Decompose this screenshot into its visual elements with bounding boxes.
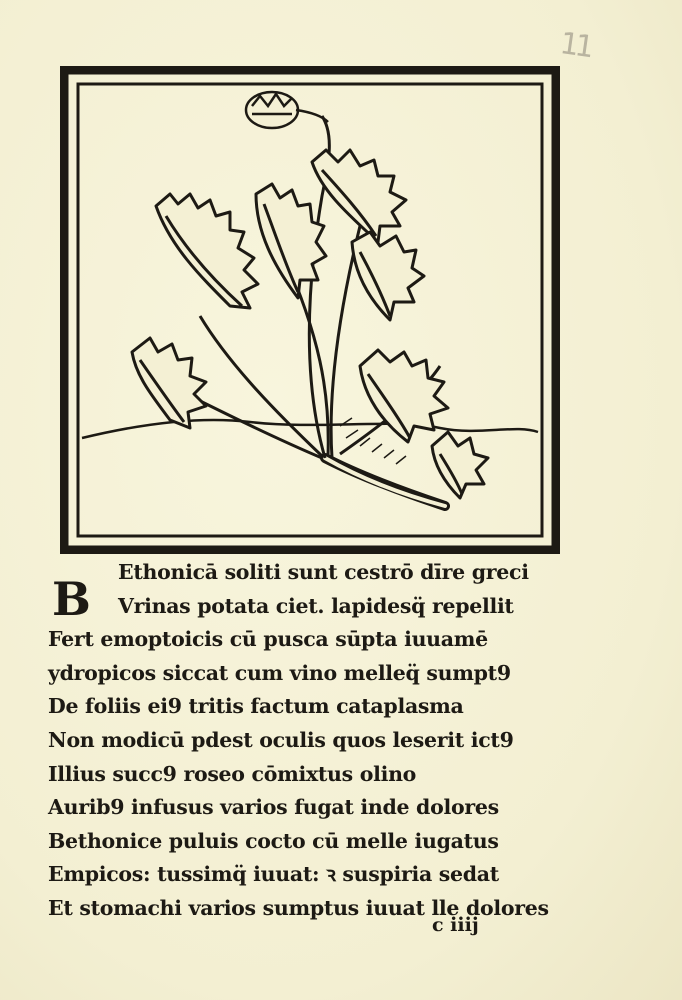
verse-text: [48, 556, 568, 926]
verse-line-9: Bethonice puluis cocto cū melle iugatus: [48, 828, 499, 853]
verse-line-2: Vrinas potata ciet. lapidesq̈ repellit: [118, 593, 514, 618]
folio-number: 11: [557, 26, 593, 65]
betony-plant-illustration: [60, 66, 560, 554]
verse-line-8: Aurib9 infusus varios fugat inde dolores: [48, 795, 499, 820]
verse-line-7: Illius succ9 roseo cōmixtus olino: [48, 761, 417, 786]
verse-line-3: Fert emoptoicis cū pusca sūpta iuuamē: [48, 627, 488, 652]
verse-line-5: De foliis ei9 tritis factum cataplasma: [48, 694, 464, 719]
verse-line-6: Non modicū pdest oculis quos leserit ict9: [48, 727, 514, 752]
verse-line-1: Ethonicā soliti sunt cestrō dīre greci: [118, 560, 529, 584]
verse-line-10: Empicos: tussimq̈ iuuat: ꝛ suspiria sedat: [48, 862, 499, 887]
verse-line-11: Et stomachi varios sumptus iuuat lle dolores: [48, 895, 549, 920]
drop-initial: B: [52, 572, 91, 626]
woodcut-illustration: [60, 66, 560, 554]
verse-line-4: ydropicos siccat cum vino melleq̈ sumpt9: [48, 660, 511, 685]
signature-mark: c iiij: [432, 914, 479, 936]
